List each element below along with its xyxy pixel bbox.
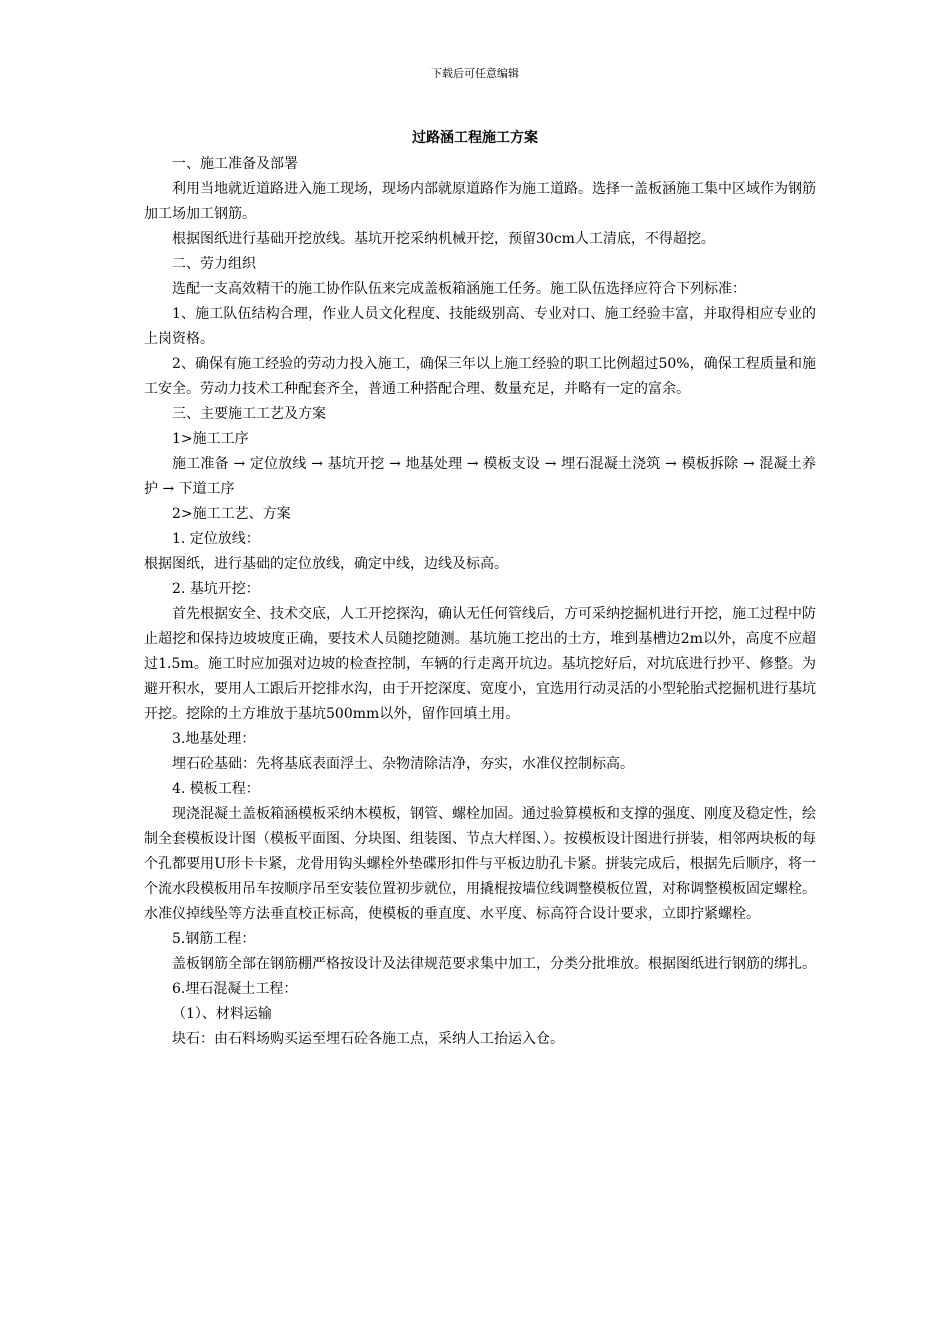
document-title: 过路涵工程施工方案 <box>412 130 538 146</box>
paragraph: 三、主要施工工艺及方案 <box>172 406 326 422</box>
paragraph: 6.埋石混凝土工程： <box>172 981 298 997</box>
paragraph: 埋石砼基础：先将基底表面浮土、杂物清除洁净，夯实，水准仪控制标高。 <box>172 756 634 772</box>
paragraph: 2. 基坑开挖： <box>172 581 260 597</box>
paragraph: 二、劳力组织 <box>172 256 256 272</box>
paragraph: 利用当地就近道路进入施工现场，现场内部就原道路作为施工道路。选择一盖板涵施工集中区域作为钢筋加工场加工钢筋。 <box>144 181 816 222</box>
paragraph: 施工准备 → 定位放线 → 基坑开挖 → 地基处理 → 模板支设 → 埋石混凝土浇筑 → 模板拆除 → 混凝土养护 → 下道工序 <box>144 456 816 497</box>
paragraph: 根据图纸，进行基础的定位放线，确定中线，边线及标高。 <box>144 556 508 572</box>
paragraph: 1. 定位放线： <box>172 531 260 547</box>
paragraph: 块石：由石料场购买运至埋石砼各施工点，采纳人工抬运入仓。 <box>172 1031 564 1047</box>
document-body <box>144 152 816 1052</box>
paragraph: 5.钢筋工程： <box>172 931 256 947</box>
paragraph: 首先根据安全、技术交底，人工开挖探沟，确认无任何管线后，方可采纳挖掘机进行开挖，施工过程中防止超挖和保持边坡坡度正确，要技术人员随挖随测。基坑施工挖出的土方，堆到基槽边2m以外，高度不应超过1.5m。施工时应加强对边坡的检查控制，车辆的行走离开坑边。基坑挖好后，对坑底进行抄平、修整。为避开积水，要用人工跟后开挖排水沟，由于开挖深度、宽度小，宜选用行动灵活的小型轮胎式挖掘机进行基坑开挖。挖除的土方堆放于基坑500mm以外，留作回填土用。 <box>144 606 816 722</box>
paragraph: 现浇混凝土盖板箱涵模板采纳木模板，钢管、螺栓加固。通过验算模板和支撑的强度、刚度及稳定性，绘制全套模板设计图（模板平面图、分块图、组装图、节点大样图、）。按模板设计图进行拼装，相邻两块板的每个孔都要用U形卡卡紧，龙骨用钩头螺栓外垫碟形扣件与平板边肋孔卡紧。拼装完成后，根据先后顺序，将一个流水段模板用吊车按顺序吊至安装位置初步就位，用撬棍按墙位线调整模板位置，对称调整模板固定螺栓。水准仪掉线坠等方法垂直校正标高，使模板的垂直度、水平度、标高符合设计要求，立即拧紧螺栓。 <box>144 806 816 922</box>
paragraph: 1、施工队伍结构合理，作业人员文化程度、技能级别高、专业对口、施工经验丰富，并取得相应专业的上岗资格。 <box>144 306 816 347</box>
paragraph: 4. 模板工程： <box>172 781 260 797</box>
paragraph: 选配一支高效精干的施工协作队伍来完成盖板箱涵施工任务。施工队伍选择应符合下列标准： <box>172 281 746 297</box>
paragraph: 根据图纸进行基础开挖放线。基坑开挖采纳机械开挖，预留30cm人工清底，不得超挖。 <box>172 231 715 247</box>
paragraph: 2、确保有施工经验的劳动力投入施工，确保三年以上施工经验的职工比例超过50%，确保工程质量和施工安全。劳动力技术工种配套齐全，普通工种搭配合理、数量充足，并略有一定的富余。 <box>144 356 816 397</box>
paragraph: 一、施工准备及部署 <box>172 156 298 172</box>
paragraph: 3.地基处理： <box>172 731 256 747</box>
paragraph: 盖板钢筋全部在钢筋棚严格按设计及法律规范要求集中加工，分类分批堆放。根据图纸进行钢筋的绑扎。 <box>172 956 816 972</box>
paragraph: （1）、材料运输 <box>172 1006 272 1022</box>
paragraph: 2>施工工艺、方案 <box>172 506 291 522</box>
paragraph: 1>施工工序 <box>172 431 249 447</box>
page-header: 下载后可任意编辑 <box>431 67 519 80</box>
